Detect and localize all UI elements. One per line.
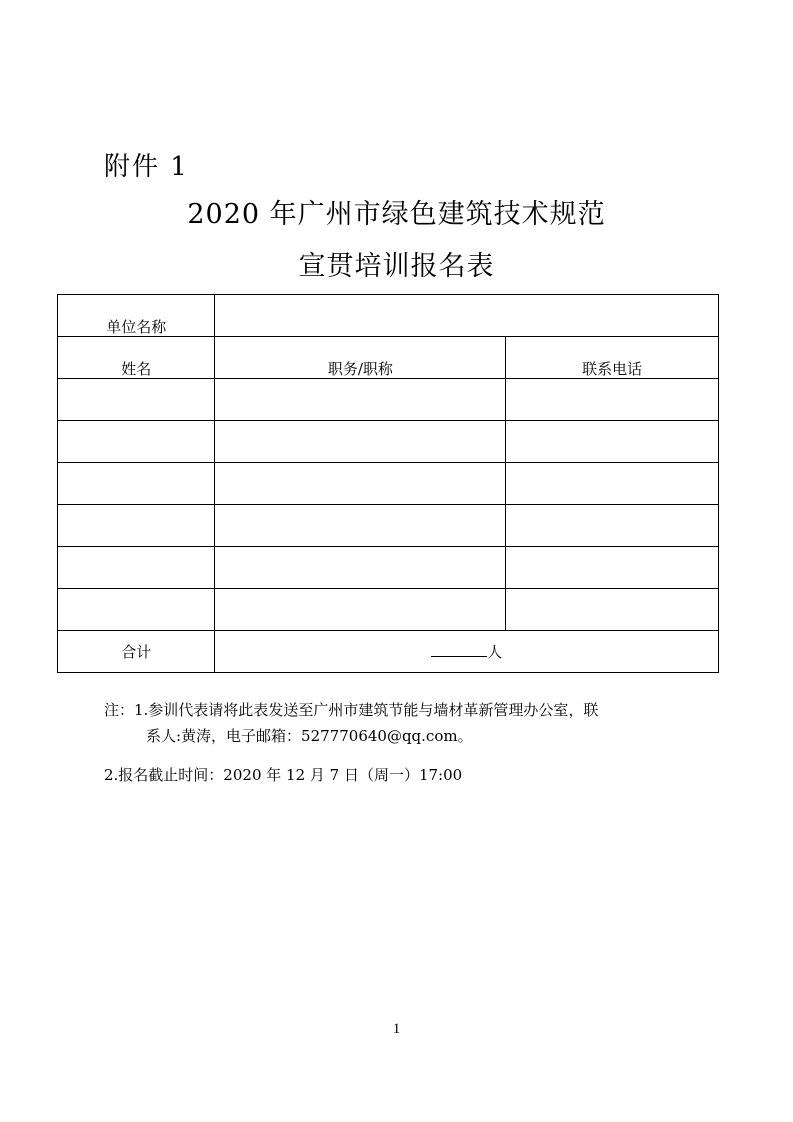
name-cell[interactable]	[58, 379, 215, 421]
unit-label-cell	[58, 295, 215, 337]
registration-form-table	[57, 294, 719, 673]
phone-cell[interactable]	[506, 505, 719, 547]
header-row	[58, 337, 719, 379]
name-cell[interactable]	[58, 589, 215, 631]
header-position: 职务/职称	[327, 360, 393, 378]
total-label-cell	[58, 631, 215, 673]
table-row	[58, 589, 719, 631]
position-cell[interactable]	[215, 505, 506, 547]
phone-cell[interactable]	[506, 421, 719, 463]
form-title-line-1: 2020 年广州市绿色建筑技术规范	[187, 199, 606, 230]
page-number: 1	[392, 1021, 401, 1037]
table-row	[58, 505, 719, 547]
table-row	[58, 379, 719, 421]
unit-value-cell[interactable]	[215, 295, 719, 337]
name-cell[interactable]	[58, 547, 215, 589]
phone-cell[interactable]	[506, 547, 719, 589]
header-phone-cell	[506, 337, 719, 379]
total-label: 合计	[121, 642, 152, 661]
table-row	[58, 421, 719, 463]
name-cell[interactable]	[58, 505, 215, 547]
note-line-1-continued: 系人:黄涛，电子邮箱：527770640@qq.com。	[146, 727, 473, 745]
table-row	[58, 547, 719, 589]
name-cell[interactable]	[58, 421, 215, 463]
note-line-1: 注：1.参训代表请将此表发送至广州市建筑节能与墙材革新管理办公室，联	[104, 701, 599, 719]
header-name-cell	[58, 337, 215, 379]
name-cell[interactable]	[58, 463, 215, 505]
header-name: 姓名	[121, 360, 152, 378]
position-cell[interactable]	[215, 379, 506, 421]
phone-cell[interactable]	[506, 463, 719, 505]
unit-label: 单位名称	[106, 318, 167, 336]
attachment-label: 附件 1	[104, 152, 189, 182]
phone-cell[interactable]	[506, 379, 719, 421]
total-unit: 人	[487, 643, 503, 661]
position-cell[interactable]	[215, 463, 506, 505]
header-phone: 联系电话	[582, 360, 643, 378]
unit-row	[58, 295, 719, 337]
position-cell[interactable]	[215, 547, 506, 589]
position-cell[interactable]	[215, 589, 506, 631]
total-row	[58, 631, 719, 673]
position-cell[interactable]	[215, 421, 506, 463]
header-position-cell	[215, 337, 506, 379]
phone-cell[interactable]	[506, 589, 719, 631]
table-row	[58, 463, 719, 505]
total-value-cell[interactable]	[215, 631, 719, 673]
form-title-line-2: 宣贯培训报名表	[298, 251, 495, 282]
total-count-blank[interactable]	[431, 642, 487, 657]
note-line-2: 2.报名截止时间：2020 年 12 月 7 日（周一）17:00	[104, 766, 463, 784]
